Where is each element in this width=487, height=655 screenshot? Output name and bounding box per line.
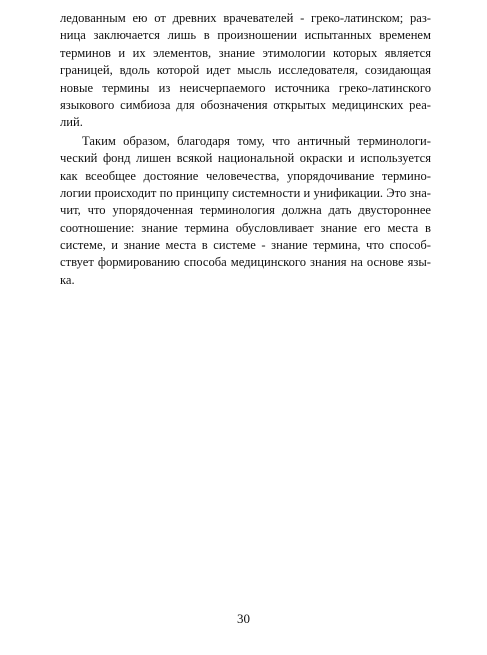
text-line: ка. <box>60 272 75 287</box>
text-line: границей, вдоль которой идет мысль исследователя, созидающая <box>60 63 431 78</box>
text-line: логии происходит по принципу системности и унификации. Это зна- <box>60 185 431 200</box>
text-line: языкового симбиоза для обозначения открытых медицинских реа- <box>60 97 431 112</box>
text-line: чит, что упорядоченная терминология должна дать двустороннее <box>60 203 431 218</box>
page-number: 30 <box>237 611 250 626</box>
text-line: терминов и их элементов, знание этимологии которых является <box>60 45 431 60</box>
text-line: лий. <box>60 115 83 130</box>
page-body <box>60 10 431 289</box>
text-line: соотношение: знание термина обусловливает знание его места в <box>60 220 431 235</box>
text-line: ледованным ею от древних врачевателей - греко-латинском; раз- <box>60 11 431 25</box>
paragraph-2 <box>60 133 431 290</box>
text-line: системе, и знание места в системе - знание термина, что способ- <box>60 238 431 253</box>
text-line: Таким образом, благодаря тому, что античный терминологи- <box>82 133 431 148</box>
text-line: как всеобщее достояние человечества, упорядочивание термино- <box>60 168 431 183</box>
text-line: ствует формированию способа медицинского знания на основе язы- <box>60 255 431 270</box>
text-line: ческий фонд лишен всякой национальной окраски и используется <box>60 151 431 166</box>
text-line: новые термины из неисчерпаемого источника греко-латинского <box>60 80 431 95</box>
text-line: ница заключается лишь в произношении испытанных временем <box>60 28 431 43</box>
paragraph-1 <box>60 10 431 132</box>
